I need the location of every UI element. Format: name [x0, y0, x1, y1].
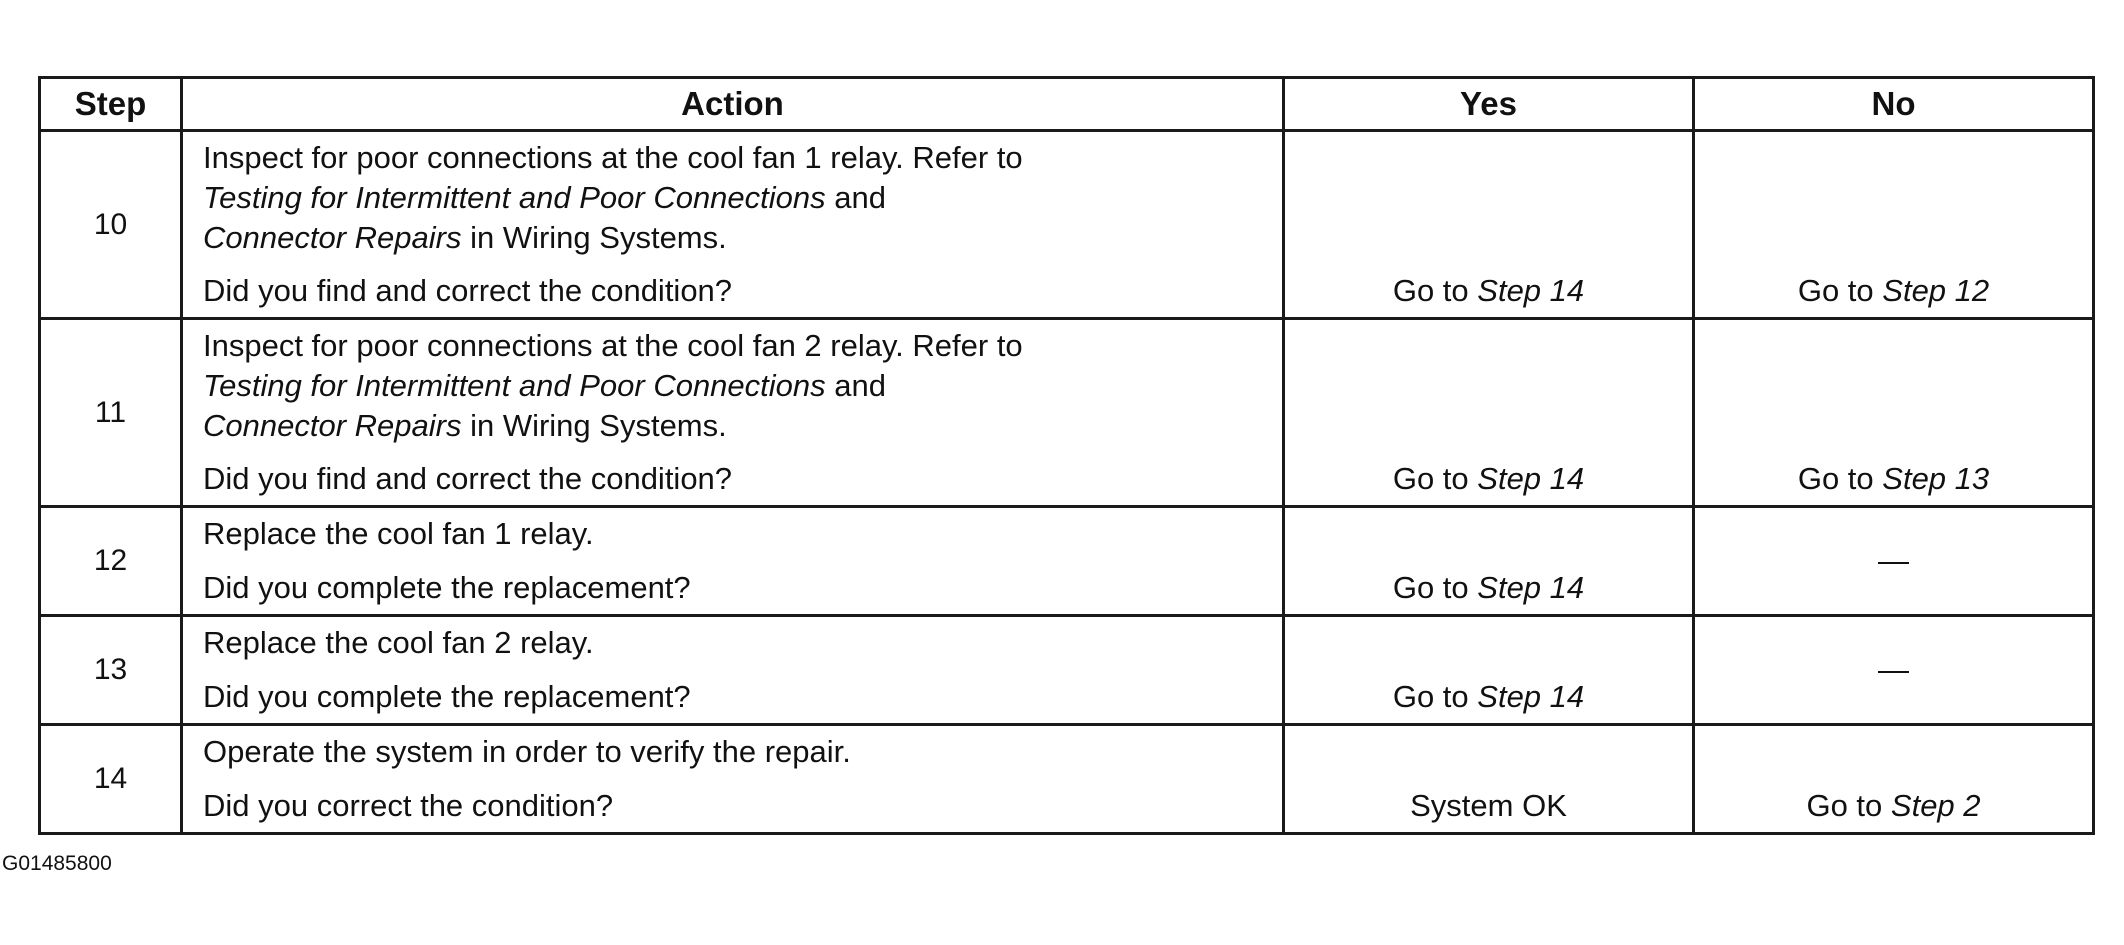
action-cell	[182, 507, 1284, 616]
action-question: Did you complete the replacement?	[203, 679, 691, 714]
action-instruction	[203, 138, 1272, 258]
no-cell	[1694, 131, 2094, 319]
action-cell	[182, 616, 1284, 725]
no-prefix: Go to	[1806, 788, 1891, 823]
action-question: Did you complete the replacement?	[203, 570, 691, 605]
yes-cell	[1284, 319, 1694, 507]
yes-cell	[1284, 616, 1694, 725]
action-instruction: Replace the cool fan 2 relay.	[203, 625, 594, 660]
no-step-ref: Step 13	[1882, 461, 1990, 496]
table-row	[40, 725, 2094, 834]
action-cell	[182, 319, 1284, 507]
action-tail: in Wiring Systems.	[461, 220, 727, 255]
step-number: 10	[40, 131, 182, 319]
no-cell	[1694, 507, 2094, 616]
diagnostic-table	[38, 76, 2095, 835]
reference-testing-link: Testing for Intermittent and Poor Connections	[203, 368, 826, 403]
header-action: Action	[182, 78, 1284, 131]
table-row	[40, 319, 2094, 507]
action-line1: Inspect for poor connections at the cool fan 2 relay. Refer to	[203, 328, 1023, 363]
yes-step-ref: Step 14	[1477, 570, 1585, 605]
reference-testing-link: Testing for Intermittent and Poor Connections	[203, 180, 826, 215]
table-row	[40, 131, 2094, 319]
no-step-ref: Step 12	[1882, 273, 1990, 308]
no-cell	[1694, 616, 2094, 725]
no-dash: —	[1878, 652, 1909, 687]
yes-text: System OK	[1410, 788, 1567, 823]
no-dash: —	[1878, 543, 1909, 578]
step-number: 11	[40, 319, 182, 507]
no-cell	[1694, 725, 2094, 834]
no-cell	[1694, 319, 2094, 507]
yes-prefix: Go to	[1392, 273, 1478, 308]
yes-cell	[1284, 131, 1694, 319]
action-question: Did you correct the condition?	[203, 788, 614, 823]
yes-step-ref: Step 14	[1477, 273, 1585, 308]
action-and: and	[825, 180, 886, 215]
action-and: and	[825, 368, 886, 403]
header-yes: Yes	[1284, 78, 1694, 131]
no-step-ref: Step 2	[1890, 788, 1981, 823]
header-step: Step	[40, 78, 182, 131]
yes-step-ref: Step 14	[1477, 461, 1585, 496]
step-number: 12	[40, 507, 182, 616]
no-prefix: Go to	[1797, 273, 1883, 308]
yes-cell	[1284, 507, 1694, 616]
reference-connector-repairs: Connector Repairs	[203, 220, 462, 255]
no-prefix: Go to	[1797, 461, 1883, 496]
step-number: 13	[40, 616, 182, 725]
action-cell	[182, 131, 1284, 319]
header-row	[40, 78, 2094, 131]
table-row	[40, 507, 2094, 616]
header-no: No	[1694, 78, 2094, 131]
diagnostic-table-container	[38, 76, 2092, 835]
yes-cell	[1284, 725, 1694, 834]
step-number: 14	[40, 725, 182, 834]
action-line1: Inspect for poor connections at the cool fan 1 relay. Refer to	[203, 140, 1023, 175]
action-instruction	[203, 326, 1272, 446]
yes-prefix: Go to	[1392, 570, 1478, 605]
action-instruction: Replace the cool fan 1 relay.	[203, 516, 594, 551]
table-row	[40, 616, 2094, 725]
action-question: Did you find and correct the condition?	[203, 273, 733, 308]
action-question: Did you find and correct the condition?	[203, 461, 733, 496]
yes-step-ref: Step 14	[1477, 679, 1585, 714]
figure-identifier: G01485800	[2, 852, 112, 875]
action-instruction: Operate the system in order to verify the repair.	[203, 734, 851, 769]
yes-prefix: Go to	[1392, 461, 1478, 496]
yes-prefix: Go to	[1392, 679, 1478, 714]
reference-connector-repairs: Connector Repairs	[203, 408, 462, 443]
action-cell	[182, 725, 1284, 834]
action-tail: in Wiring Systems.	[461, 408, 727, 443]
